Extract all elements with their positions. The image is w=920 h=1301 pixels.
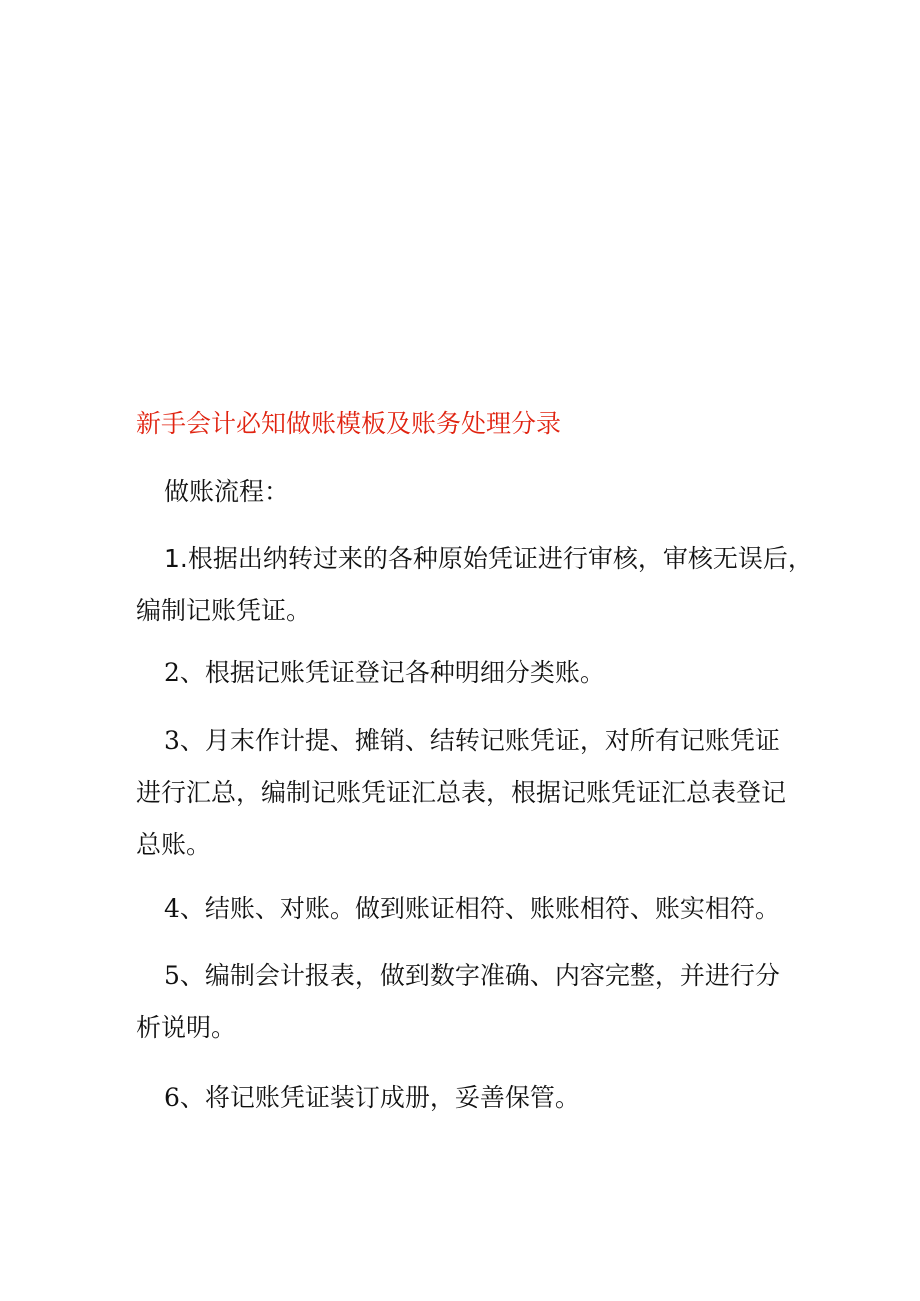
step-6-line-1: 6、将记账凭证装订成册，妥善保管。 <box>164 1083 580 1112</box>
document-title: 新手会计必知做账模板及账务处理分录 <box>136 409 562 438</box>
step-1-line-2: 编制记账凭证。 <box>136 596 312 625</box>
section-heading-text: 做账流程： <box>164 477 290 506</box>
step-4-line-1: 4、结账、对账。做到账证相符、账账相符、账实相符。 <box>164 894 780 923</box>
step-1-number: 1. <box>164 544 188 573</box>
step-4-number: 4、 <box>164 894 205 923</box>
step-5-line-2: 析说明。 <box>136 1013 237 1042</box>
step-3 <box>136 715 806 871</box>
step-5-number: 5、 <box>164 961 205 990</box>
step-1 <box>136 533 813 637</box>
step-2 <box>136 647 806 699</box>
step-3-line-2: 进行汇总，编制记账凭证汇总表，根据记账凭证汇总表登记 <box>136 778 787 807</box>
step-1-line-1: 1.根据出纳转过来的各种原始凭证进行审核，审核无误后， <box>164 544 813 573</box>
step-3-line-3: 总账。 <box>136 830 212 859</box>
step-6 <box>136 1072 806 1124</box>
step-5 <box>136 950 806 1054</box>
section-heading <box>136 466 834 518</box>
step-3-number: 3、 <box>164 726 205 755</box>
step-6-number: 6、 <box>164 1083 205 1112</box>
step-4 <box>136 883 806 935</box>
step-5-line-1: 5、编制会计报表，做到数字准确、内容完整，并进行分 <box>164 961 780 990</box>
step-2-number: 2、 <box>164 658 205 687</box>
step-2-line-1: 2、根据记账凭证登记各种明细分类账。 <box>164 658 605 687</box>
step-3-line-1: 3、月末作计提、摊销、结转记账凭证，对所有记账凭证 <box>164 726 780 755</box>
